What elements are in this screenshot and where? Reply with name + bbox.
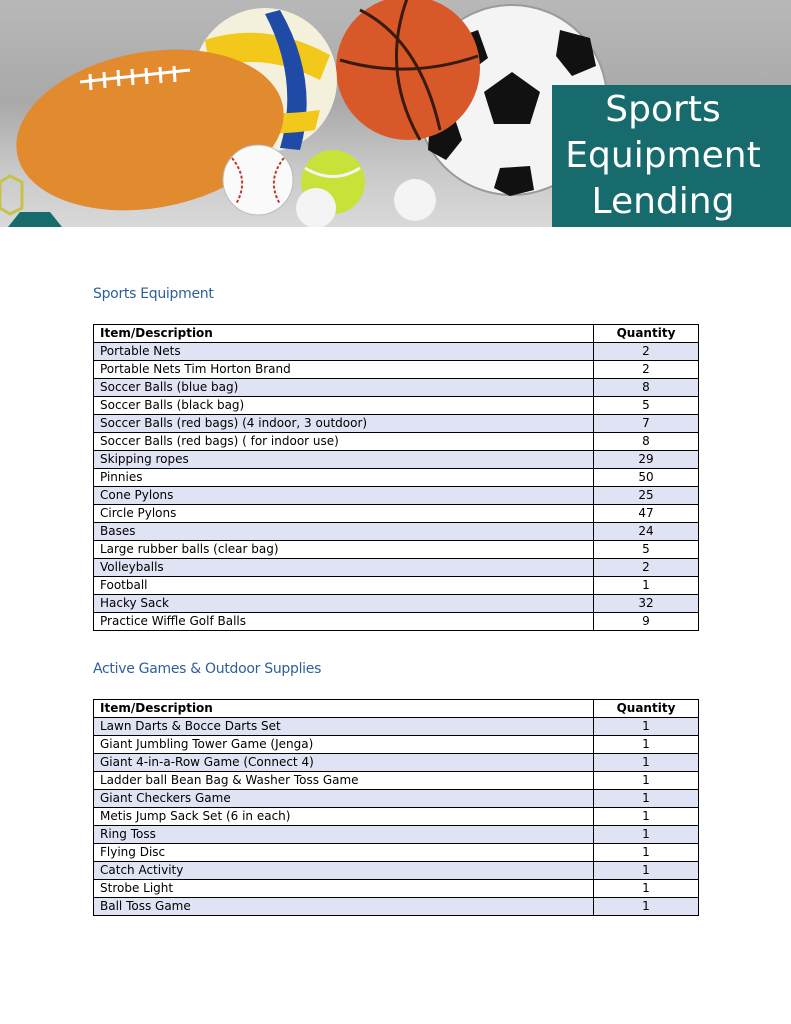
table-row (94, 487, 699, 505)
table-row (94, 613, 699, 631)
item-description-cell: Cone Pylons (94, 487, 594, 505)
quantity-cell: 24 (594, 523, 699, 541)
item-description-cell: Large rubber balls (clear bag) (94, 541, 594, 559)
table-row (94, 772, 699, 790)
item-description-cell: Soccer Balls (red bags) ( for indoor use) (94, 433, 594, 451)
item-description-cell: Soccer Balls (black bag) (94, 397, 594, 415)
sports-equipment-table (93, 324, 699, 631)
quantity-cell: 1 (594, 577, 699, 595)
table-row (94, 826, 699, 844)
table-row (94, 397, 699, 415)
quantity-cell: 32 (594, 595, 699, 613)
hexagon-decoration-icon (0, 176, 22, 214)
item-description-cell: Practice Wiffle Golf Balls (94, 613, 594, 631)
quantity-cell: 2 (594, 343, 699, 361)
item-description-cell: Soccer Balls (red bags) (4 indoor, 3 outdoor) (94, 415, 594, 433)
quantity-cell: 1 (594, 772, 699, 790)
golf-ball-icon (394, 179, 436, 221)
column-header-item: Item/Description (94, 700, 594, 718)
hexagon-decoration-icon (8, 212, 62, 227)
baseball-icon (223, 145, 293, 215)
item-description-cell: Ball Toss Game (94, 898, 594, 916)
table-row (94, 523, 699, 541)
header-banner (0, 0, 791, 227)
quantity-cell: 1 (594, 790, 699, 808)
item-description-cell: Portable Nets Tim Horton Brand (94, 361, 594, 379)
table-row (94, 898, 699, 916)
quantity-cell: 1 (594, 880, 699, 898)
quantity-cell: 2 (594, 559, 699, 577)
item-description-cell: Skipping ropes (94, 451, 594, 469)
table-body (94, 718, 699, 916)
table-row (94, 451, 699, 469)
quantity-cell: 7 (594, 415, 699, 433)
item-description-cell: Giant Jumbling Tower Game (Jenga) (94, 736, 594, 754)
item-description-cell: Catch Activity (94, 862, 594, 880)
column-header-item: Item/Description (94, 325, 594, 343)
item-description-cell: Hacky Sack (94, 595, 594, 613)
item-description-cell: Volleyballs (94, 559, 594, 577)
table-row (94, 343, 699, 361)
table-body (94, 343, 699, 631)
quantity-cell: 1 (594, 844, 699, 862)
quantity-cell: 5 (594, 397, 699, 415)
column-header-quantity: Quantity (594, 325, 699, 343)
item-description-cell: Circle Pylons (94, 505, 594, 523)
table-header-row (94, 325, 699, 343)
table-row (94, 790, 699, 808)
table-row (94, 505, 699, 523)
table-row (94, 361, 699, 379)
section-heading-active-games: Active Games & Outdoor Supplies (93, 661, 322, 677)
table-header-row (94, 700, 699, 718)
item-description-cell: Lawn Darts & Bocce Darts Set (94, 718, 594, 736)
table-row (94, 541, 699, 559)
quantity-cell: 25 (594, 487, 699, 505)
item-description-cell: Football (94, 577, 594, 595)
table-row (94, 379, 699, 397)
active-games-table (93, 699, 699, 916)
item-description-cell: Strobe Light (94, 880, 594, 898)
quantity-cell: 5 (594, 541, 699, 559)
item-description-cell: Portable Nets (94, 343, 594, 361)
quantity-cell: 2 (594, 361, 699, 379)
item-description-cell: Pinnies (94, 469, 594, 487)
item-description-cell: Giant 4-in-a-Row Game (Connect 4) (94, 754, 594, 772)
item-description-cell: Ladder ball Bean Bag & Washer Toss Game (94, 772, 594, 790)
table-row (94, 844, 699, 862)
quantity-cell: 1 (594, 808, 699, 826)
table-row (94, 577, 699, 595)
item-description-cell: Flying Disc (94, 844, 594, 862)
table-row (94, 862, 699, 880)
table-row (94, 415, 699, 433)
table-row (94, 718, 699, 736)
title-line-3: Lending (591, 181, 735, 222)
page-title (552, 85, 774, 227)
quantity-cell: 1 (594, 826, 699, 844)
table-row (94, 559, 699, 577)
quantity-cell: 50 (594, 469, 699, 487)
section-heading-sports-equipment: Sports Equipment (93, 286, 214, 302)
quantity-cell: 47 (594, 505, 699, 523)
table-row (94, 754, 699, 772)
table-row (94, 808, 699, 826)
quantity-cell: 8 (594, 433, 699, 451)
item-description-cell: Soccer Balls (blue bag) (94, 379, 594, 397)
quantity-cell: 8 (594, 379, 699, 397)
ping-pong-ball-icon (296, 188, 336, 227)
basketball-icon (336, 0, 480, 140)
title-line-2: Equipment (565, 135, 761, 176)
quantity-cell: 1 (594, 862, 699, 880)
table-row (94, 433, 699, 451)
quantity-cell: 1 (594, 718, 699, 736)
table-row (94, 469, 699, 487)
quantity-cell: 9 (594, 613, 699, 631)
quantity-cell: 29 (594, 451, 699, 469)
quantity-cell: 1 (594, 736, 699, 754)
table-row (94, 880, 699, 898)
table-row (94, 736, 699, 754)
quantity-cell: 1 (594, 898, 699, 916)
title-line-1: Sports (605, 89, 721, 130)
table-row (94, 595, 699, 613)
item-description-cell: Giant Checkers Game (94, 790, 594, 808)
item-description-cell: Ring Toss (94, 826, 594, 844)
column-header-quantity: Quantity (594, 700, 699, 718)
quantity-cell: 1 (594, 754, 699, 772)
item-description-cell: Bases (94, 523, 594, 541)
item-description-cell: Metis Jump Sack Set (6 in each) (94, 808, 594, 826)
